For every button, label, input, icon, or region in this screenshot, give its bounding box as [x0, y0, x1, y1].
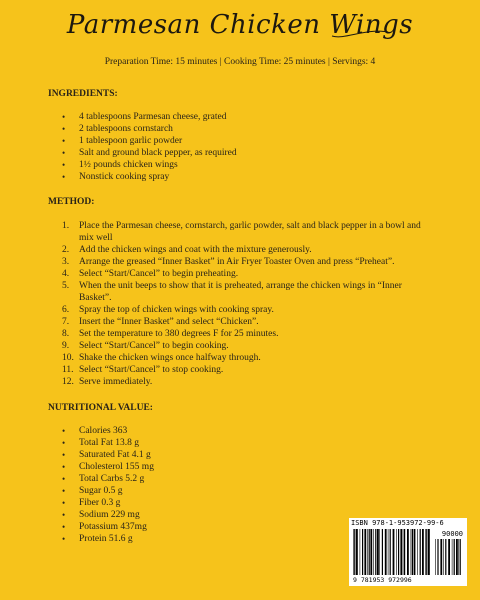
barcode-bar — [445, 539, 446, 575]
list-item: • 1½ pounds chicken wings — [62, 159, 422, 171]
barcode-bar — [454, 539, 455, 575]
barcode-bar — [443, 539, 444, 575]
price-code-label: 90000 — [441, 530, 463, 538]
method-step: 2. Add the chicken wings and coat with the mixture generously. — [62, 245, 312, 255]
list-item: • Saturated Fat 4.1 g — [62, 449, 422, 461]
barcode-bar — [428, 529, 430, 575]
barcode-bar — [448, 539, 450, 575]
barcode-bar — [422, 529, 424, 575]
list-item: • Fiber 0.3 g — [62, 497, 422, 509]
method-step: 4. Select “Start/Cancel” to begin preheating. — [62, 269, 239, 279]
barcode-bar — [385, 529, 387, 575]
barcode-bar — [437, 539, 438, 575]
method-list — [62, 220, 422, 388]
barcode-bar — [388, 529, 389, 575]
barcode-bar — [373, 529, 374, 575]
ingredients-list — [62, 111, 422, 183]
barcode-bar — [400, 529, 402, 575]
barcode-bar — [396, 529, 397, 575]
list-item: • 1 tablespoon garlic powder — [62, 135, 422, 147]
barcode-bar — [382, 529, 383, 575]
list-item: • Salt and ground black pepper, as required — [62, 147, 422, 159]
isbn-barcode — [349, 518, 467, 586]
barcode-bar — [440, 539, 442, 575]
recipe-title: Parmesan Chicken Wings — [66, 10, 414, 40]
list-item: • 2 tablespoons cornstarch — [62, 123, 422, 135]
barcode-bar — [407, 529, 409, 575]
barcode-bar — [362, 529, 363, 575]
barcode-bar — [353, 529, 354, 575]
barcode-bar — [452, 539, 453, 575]
method-step: 3. Arrange the greased “Inner Basket” in Air Fryer Toaster Oven and press “Preheat”. — [62, 257, 395, 267]
ean-barcode-bars — [353, 529, 431, 575]
method-step: 7. Insert the “Inner Basket” and select “Chicken”. — [62, 317, 259, 327]
ingredients-heading: INGREDIENTS: — [48, 89, 118, 99]
method-step: 8. Set the temperature to 380 degrees F for 25 minutes. — [62, 329, 279, 339]
barcode-bar — [458, 539, 459, 575]
recipe-meta: Preparation Time: 15 minutes | Cooking Time: 25 minutes | Servings: 4 — [104, 57, 376, 67]
method-step: 1. Place the Parmesan cheese, cornstarch, garlic powder, salt and black pepper in a bowl and mix well — [62, 221, 421, 243]
method-step: 12. Serve immediately. — [62, 377, 153, 387]
barcode-bar — [398, 529, 399, 575]
barcode-bar — [403, 529, 404, 575]
barcode-bar — [412, 529, 413, 575]
nutrition-heading: NUTRITIONAL VALUE: — [48, 403, 153, 413]
list-item: • Potassium 437mg — [62, 521, 422, 533]
barcode-bar — [370, 529, 372, 575]
barcode-digits: 9 781953 972996 — [353, 576, 412, 584]
list-item: • Sodium 229 mg — [62, 509, 422, 521]
list-item: • Cholesterol 155 mg — [62, 461, 422, 473]
method-step: 9. Select “Start/Cancel” to begin cooking. — [62, 341, 229, 351]
barcode-bar — [414, 529, 416, 575]
barcode-bar — [426, 529, 427, 575]
barcode-bar — [360, 529, 361, 575]
method-step: 11. Select “Start/Cancel” to stop cooking. — [62, 365, 224, 375]
barcode-bar — [375, 529, 376, 575]
barcode-bar — [367, 529, 368, 575]
barcode-bar — [404, 529, 405, 575]
barcode-bar — [411, 529, 412, 575]
barcode-bar — [456, 539, 458, 575]
barcode-bar — [390, 529, 391, 575]
barcode-bar — [364, 529, 366, 575]
barcode-bar — [425, 529, 426, 575]
list-item: • Total Fat 13.8 g — [62, 437, 422, 449]
list-item: • 4 tablespoons Parmesan cheese, grated — [62, 111, 422, 123]
barcode-bar — [354, 529, 355, 575]
barcode-bar — [379, 529, 380, 575]
list-item: • Calories 363 — [62, 425, 422, 437]
method-heading: METHOD: — [48, 197, 95, 207]
method-step: 6. Spray the top of chicken wings with cooking spray. — [62, 305, 274, 315]
price-barcode-bars — [435, 539, 463, 575]
barcode-bar — [356, 529, 358, 575]
barcode-bar — [420, 529, 421, 575]
list-item: • Nonstick cooking spray — [62, 171, 422, 183]
list-item: • Protein 51.6 g — [62, 533, 422, 545]
title-swash-decoration — [330, 22, 390, 42]
barcode-bar — [377, 529, 379, 575]
barcode-bar — [435, 539, 436, 575]
list-item: • Sugar 0.5 g — [62, 485, 422, 497]
barcode-bar — [460, 539, 461, 575]
method-step: 10. Shake the chicken wings once halfway through. — [62, 353, 261, 363]
barcode-bar — [393, 529, 395, 575]
isbn-label: ISBN 978-1-953972-99-6 — [351, 519, 444, 527]
method-step: 5. When the unit beeps to show that it is preheated, arrange the chicken wings in “Inner Basket”. — [62, 281, 402, 303]
list-item: • Total Carbs 5.2 g — [62, 473, 422, 485]
barcode-bar — [417, 529, 418, 575]
barcode-bar — [369, 529, 370, 575]
